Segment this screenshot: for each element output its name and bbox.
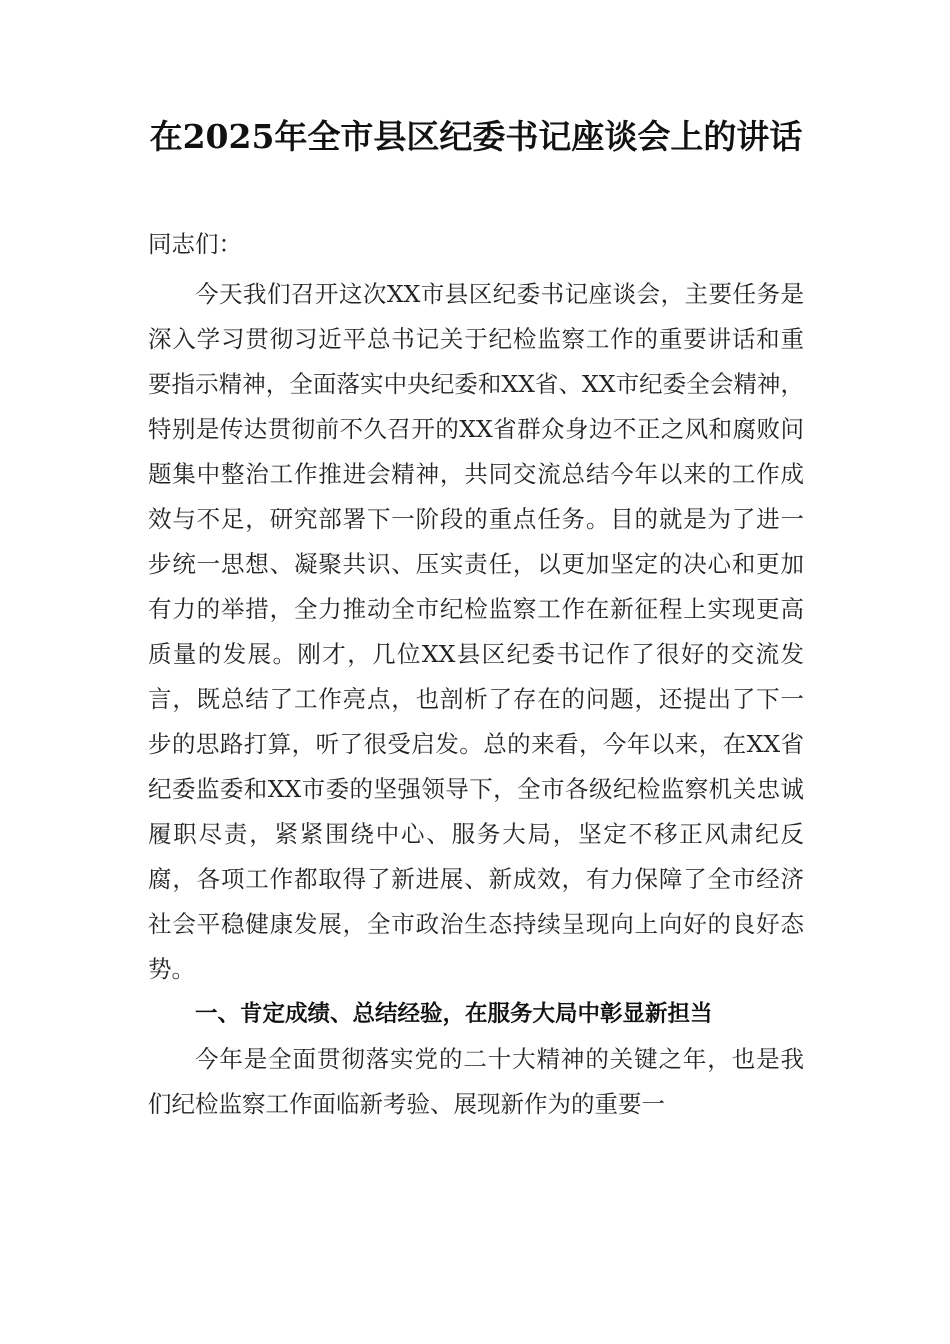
section-heading: 一、肯定成绩、总结经验，在服务大局中彰显新担当: [195, 1001, 713, 1027]
section-paragraph: 今年是全面贯彻落实党的二十大精神的关键之年，也是我们纪检监察工作面临新考验、展现新作为的重要一: [148, 1045, 804, 1118]
document-title: 在2025年全市县区纪委书记座谈会上的讲话: [149, 117, 803, 156]
document-body: [148, 222, 804, 1127]
opening-paragraph: 今天我们召开这次XX市县区纪委书记座谈会，主要任务是深入学习贯彻习近平总书记关于纪检监察工作的重要讲话和重要指示精神，全面落实中央纪委和XX省、XX市纪委全会精神，特别是传达贯彻前不久召开的XX省群众身边不正之风和腐败问题集中整治工作推进会精神，共同交流总结今年以来的工作成效与不足，研究部署下一阶段的重点任务。目的就是为了进一步统一思想、凝聚共识、压实责任，以更加坚定的决心和更加有力的举措，全力推动全市纪检监察工作在新征程上实现更高质量的发展。刚才，几位XX县区纪委书记作了很好的交流发言，既总结了工作亮点，也剖析了存在的问题，还提出了下一步的思路打算，听了很受启发。总的来看，今年以来，在XX省纪委监委和XX市委的坚强领导下，全市各级纪检监察机关忠诚履职尽责，紧紧围绕中心、服务大局，坚定不移正风肃纪反腐，各项工作都取得了新进展、新成效，有力保障了全市经济社会平稳健康发展，全市政治生态持续呈现向上向好的良好态势。: [148, 280, 804, 983]
salutation: 同志们：: [148, 230, 242, 258]
